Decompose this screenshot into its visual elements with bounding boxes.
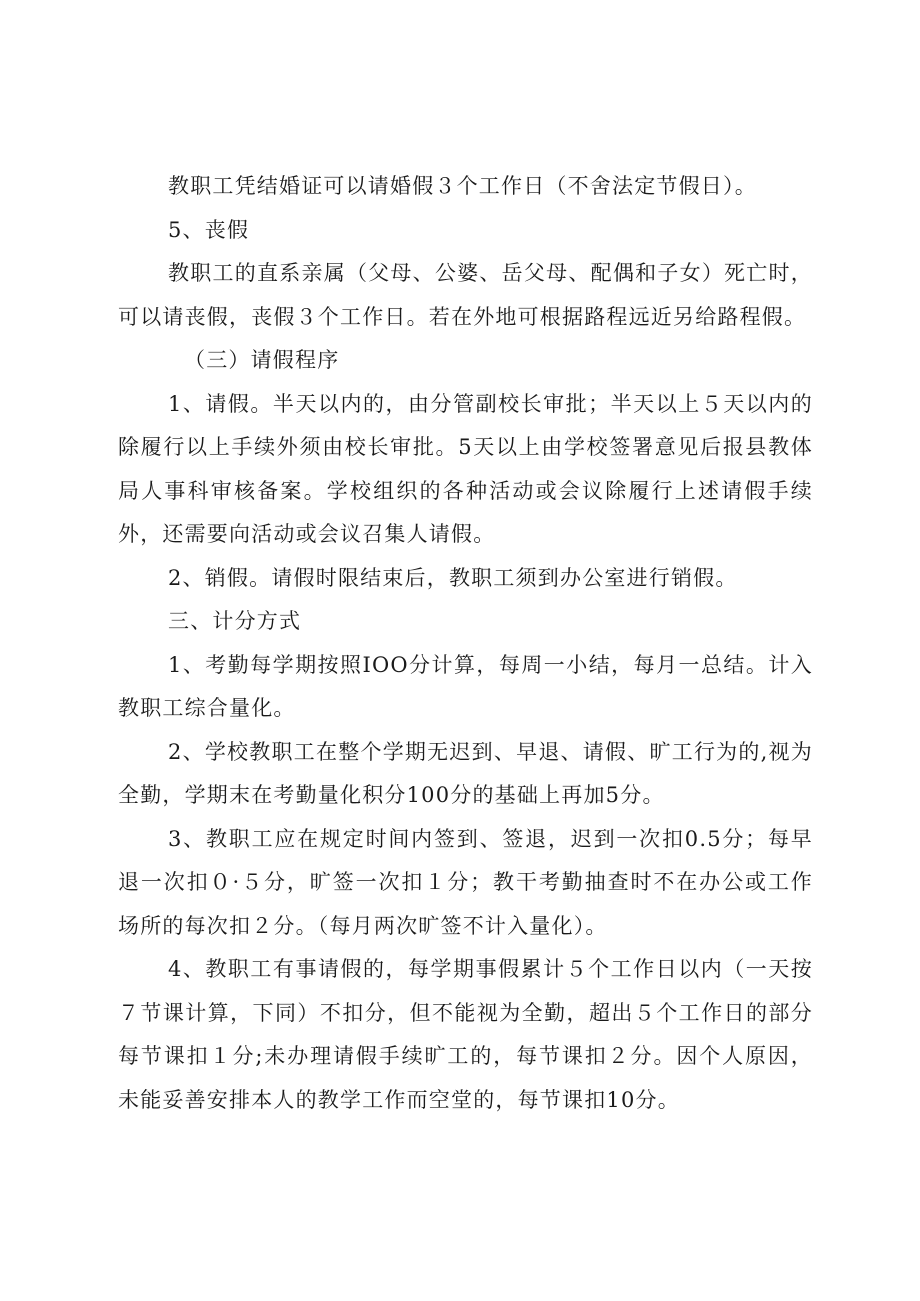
paragraph-marriage-leave: 教职工凭结婚证可以请婚假３个工作日（不舍法定节假日）。	[168, 174, 757, 198]
heading-scoring-method: 三、计分方式	[168, 609, 302, 633]
paragraph-scoring-4: 4、教职工有事请假的，每学期事假累计５个工作日以内（一天按７节课计算，下同）不扣分，但不能视为全勤，超出５个工作日的部分每节课扣１分;未办理请假手续旷工的，每节课扣２分。因个人原因，未能妥善安排本人的教学工作而空堂的，每节课扣10分。	[118, 957, 813, 1112]
paragraph-scoring-3: 3、教职工应在规定时间内签到、签退，迟到一次扣0.5分；每早退一次扣０·５分，旷签一次扣１分；教干考勤抽查时不在办公或工作场所的每次扣２分。（每月两次旷签不计入量化）。	[118, 826, 813, 938]
paragraph-scoring-1: 1、考勤每学期按照IOO分计算，每周一小结，每月一总结。计入教职工综合量化。	[118, 652, 813, 720]
paragraph-funeral-leave: 教职工的直系亲属（父母、公婆、岳父母、配偶和子女）死亡时，可以请丧假，丧假３个工作日。若在外地可根据路程远近另给路程假。	[118, 261, 813, 329]
paragraph-cancel-leave: 2、销假。请假时限结束后，教职工须到办公室进行销假。	[168, 565, 738, 590]
document-body	[118, 165, 813, 1122]
paragraph-request-leave: 1、请假。半天以内的，由分管副校长审批；半天以上５天以内的除履行以上手续外须由校长审批。5天以上由学校签署意见后报县教体局人事科审核备案。学校组织的各种活动或会议除履行上述请假手续外，还需要向活动或会议召集人请假。	[118, 391, 813, 546]
heading-leave-procedure: （三）请假程序	[184, 348, 340, 372]
heading-funeral-leave: 5、丧假	[168, 217, 250, 242]
paragraph-scoring-2: 2、学校教职工在整个学期无迟到、早退、请假、旷工行为的,视为全勤，学期末在考勤量化积分100分的基础上再加5分。	[118, 739, 813, 807]
